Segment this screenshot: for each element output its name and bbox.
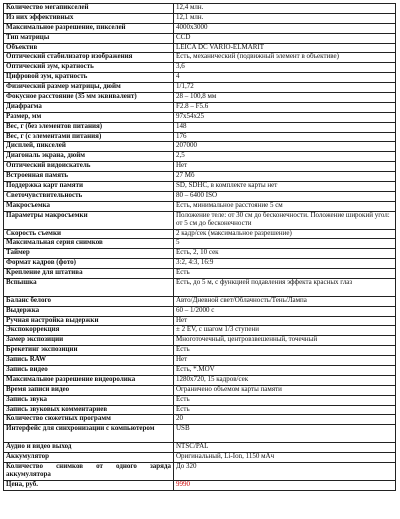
spec-row	[4, 385, 396, 395]
spec-label: Баланс белого	[4, 296, 174, 306]
spec-value: Многоточечный, центровзвешенный, точечный	[174, 336, 396, 346]
spec-value: CCD	[174, 33, 396, 43]
spec-label: Максимальное разрешение, пикселей	[4, 23, 174, 33]
spec-row	[4, 112, 396, 122]
spec-row	[4, 191, 396, 201]
spec-value: LEICA DC VARIO-ELMARIT	[174, 43, 396, 53]
spec-row	[4, 162, 396, 172]
spec-row	[4, 142, 396, 152]
price-value: 9990	[174, 480, 396, 490]
spec-row	[4, 23, 396, 33]
spec-label: Экспокоррекция	[4, 326, 174, 336]
spec-label: Количество сюжетных программ	[4, 415, 174, 425]
spec-value: 5	[174, 239, 396, 249]
spec-value: ± 2 EV, с шагом 1/3 ступени	[174, 326, 396, 336]
spec-value: 80 – 6400 ISO	[174, 191, 396, 201]
spec-row	[4, 239, 396, 249]
spec-label: Диагональ экрана, дюйм	[4, 152, 174, 162]
spec-value: NTSC/PAL	[174, 443, 396, 453]
spec-row	[4, 122, 396, 132]
spec-row	[4, 269, 396, 279]
spec-label: Встроенная память	[4, 172, 174, 182]
spec-row	[4, 462, 396, 480]
spec-row	[4, 316, 396, 326]
spec-row	[4, 336, 396, 346]
spec-value: 2,5	[174, 152, 396, 162]
spec-value: 3:2, 4:3, 16:9	[174, 259, 396, 269]
spec-label: Брекетинг экспозиции	[4, 346, 174, 356]
spec-value: Есть	[174, 395, 396, 405]
spec-row	[4, 306, 396, 316]
spec-label: Светочувствительность	[4, 191, 174, 201]
spec-row	[4, 480, 396, 490]
spec-label: Замер экспозиции	[4, 336, 174, 346]
spec-row	[4, 278, 396, 296]
spec-label: Тип матрицы	[4, 33, 174, 43]
spec-row	[4, 132, 396, 142]
spec-value: 28 – 100,8 мм	[174, 93, 396, 103]
spec-value: До 320	[174, 462, 396, 480]
spec-label: Оптический видоискатель	[4, 162, 174, 172]
spec-value: 12,1 млн.	[174, 13, 396, 23]
spec-label: Аудио и видео выход	[4, 443, 174, 453]
spec-label: Выдержка	[4, 306, 174, 316]
spec-row	[4, 259, 396, 269]
spec-value: Есть, *.MOV	[174, 365, 396, 375]
spec-row	[4, 326, 396, 336]
spec-value: 4000x3000	[174, 23, 396, 33]
spec-label: Цена, руб.	[4, 480, 174, 490]
spec-label: Дисплей, пикселей	[4, 142, 174, 152]
spec-row	[4, 346, 396, 356]
spec-row	[4, 211, 396, 229]
spec-value: 207000	[174, 142, 396, 152]
spec-row	[4, 83, 396, 93]
spec-value: Есть	[174, 269, 396, 279]
spec-value: 2 кадр/сек (максимальное разрешение)	[174, 229, 396, 239]
spec-row	[4, 33, 396, 43]
spec-row	[4, 43, 396, 53]
spec-row	[4, 172, 396, 182]
spec-label: Макросъемка	[4, 201, 174, 211]
spec-value: 20	[174, 415, 396, 425]
spec-value: Есть, минимальное расстояние 5 см	[174, 201, 396, 211]
spec-label: Вес, г (с элементами питания)	[4, 132, 174, 142]
spec-row	[4, 73, 396, 83]
spec-label: Максимальная серия снимков	[4, 239, 174, 249]
spec-label: Из них эффективных	[4, 13, 174, 23]
spec-label: Количество мегапикселей	[4, 4, 174, 14]
spec-label: Запись RAW	[4, 356, 174, 366]
spec-label: Запись звуковых комментариев	[4, 405, 174, 415]
spec-row	[4, 415, 396, 425]
spec-row	[4, 152, 396, 162]
spec-label: Таймер	[4, 249, 174, 259]
spec-label: Поддержка карт памяти	[4, 182, 174, 192]
spec-label: Запись видео	[4, 365, 174, 375]
spec-value: 1/1,72	[174, 83, 396, 93]
spec-value: SD, SDHC, в комплекте карты нет	[174, 182, 396, 192]
spec-label: Скорость съемки	[4, 229, 174, 239]
spec-value: 4	[174, 73, 396, 83]
spec-row	[4, 453, 396, 463]
spec-value: Есть, механический (подвижный элемент в объективе)	[174, 53, 396, 63]
spec-value: 176	[174, 132, 396, 142]
spec-value: Есть, 2, 10 сек	[174, 249, 396, 259]
spec-row	[4, 425, 396, 443]
spec-row	[4, 53, 396, 63]
spec-row	[4, 13, 396, 23]
spec-row	[4, 356, 396, 366]
spec-row	[4, 296, 396, 306]
spec-value: Нет	[174, 162, 396, 172]
spec-row	[4, 4, 396, 14]
spec-row	[4, 93, 396, 103]
spec-value: 60 – 1/2000 с	[174, 306, 396, 316]
spec-value: Есть	[174, 405, 396, 415]
spec-value: 3,6	[174, 63, 396, 73]
specs-table	[3, 3, 396, 491]
spec-label: Количество снимков от одного заряда аккумулятора	[4, 462, 174, 480]
spec-row	[4, 405, 396, 415]
spec-value: Ограничено объемом карты памяти	[174, 385, 396, 395]
spec-label: Оптический стабилизатор изображения	[4, 53, 174, 63]
spec-value: USB	[174, 425, 396, 443]
spec-row	[4, 443, 396, 453]
spec-label: Формат кадров (фото)	[4, 259, 174, 269]
spec-value: Есть, до 5 м, с функцией подавления эффекта красных глаз	[174, 278, 396, 296]
spec-label: Фокусное расстояние (35 мм эквивалент)	[4, 93, 174, 103]
spec-row	[4, 395, 396, 405]
spec-value: 1280x720, 15 кадров/сек	[174, 375, 396, 385]
spec-value: Оригинальный, Li-Ion, 1150 мАч	[174, 453, 396, 463]
spec-label: Цифровой зум, кратность	[4, 73, 174, 83]
spec-row	[4, 249, 396, 259]
specs-table-body	[4, 4, 396, 491]
spec-label: Параметры макросъемки	[4, 211, 174, 229]
spec-label: Оптический зум, кратность	[4, 63, 174, 73]
spec-row	[4, 201, 396, 211]
spec-label: Физический размер матрицы, дюйм	[4, 83, 174, 93]
spec-label: Размер, мм	[4, 112, 174, 122]
spec-value: Нет	[174, 316, 396, 326]
spec-row	[4, 102, 396, 112]
spec-value: 148	[174, 122, 396, 132]
spec-row	[4, 63, 396, 73]
spec-row	[4, 229, 396, 239]
spec-label: Вспышка	[4, 278, 174, 296]
spec-label: Время записи видео	[4, 385, 174, 395]
spec-value: Авто/Дневной свет/Облачность/Тень/Лампа	[174, 296, 396, 306]
spec-value: F2.8 – F5.6	[174, 102, 396, 112]
spec-value: 12,4 млн.	[174, 4, 396, 14]
spec-row	[4, 182, 396, 192]
spec-label: Аккумулятор	[4, 453, 174, 463]
spec-value: Нет	[174, 356, 396, 366]
spec-label: Диафрагма	[4, 102, 174, 112]
spec-value: 27 Мб	[174, 172, 396, 182]
spec-label: Ручная настройка выдержки	[4, 316, 174, 326]
spec-label: Максимальное разрешение видеоролика	[4, 375, 174, 385]
spec-label: Объектив	[4, 43, 174, 53]
spec-value: Положение теле: от 30 см до бесконечности. Положение широкий угол: от 5 см до бесконечности	[174, 211, 396, 229]
spec-row	[4, 375, 396, 385]
spec-label: Вес, г (без элементов питания)	[4, 122, 174, 132]
spec-label: Интерфейс для синхронизации с компьютером	[4, 425, 174, 443]
spec-row	[4, 365, 396, 375]
spec-label: Крепление для штатива	[4, 269, 174, 279]
spec-value: 97x54x25	[174, 112, 396, 122]
spec-label: Запись звука	[4, 395, 174, 405]
spec-value: Есть	[174, 346, 396, 356]
